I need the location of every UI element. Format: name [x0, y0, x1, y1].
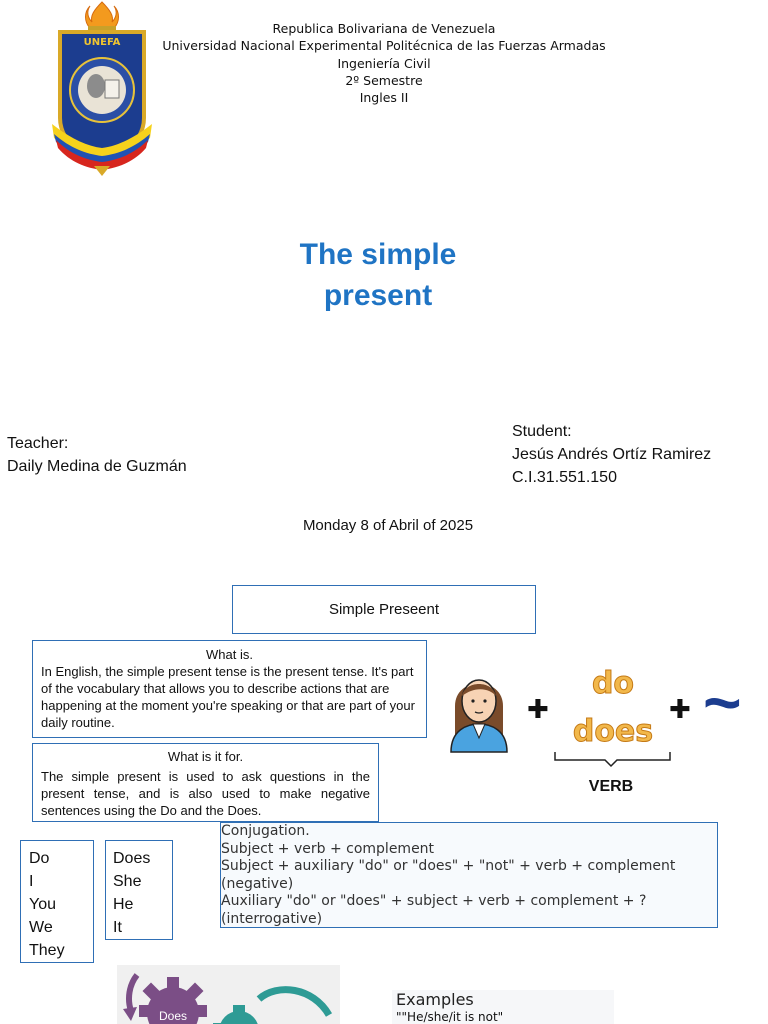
conjugation-negative-label: (negative) — [221, 875, 294, 892]
tilde-icon: ~ — [703, 665, 742, 739]
plus-icon-1: ✚ — [527, 694, 549, 724]
do-list-item: They — [29, 942, 65, 959]
simple-present-box — [232, 585, 536, 634]
title-line-2: present — [323, 279, 433, 312]
header-line-university: Universidad Nacional Experimental Politécnica de las Fuerzas Armadas — [162, 38, 606, 54]
teacher-label: Teacher: — [7, 435, 69, 452]
header-line-country: Republica Bolivariana de Venezuela — [272, 21, 496, 36]
university-logo — [50, 0, 154, 176]
does-pronouns-box — [105, 840, 173, 940]
examples-box — [392, 990, 614, 1024]
what-is-title: What is. — [206, 647, 253, 662]
conjugation-box — [220, 822, 718, 928]
do-word: do — [591, 666, 635, 701]
does-list-item: Does — [113, 850, 151, 867]
what-for-box — [32, 743, 379, 822]
what-is-box — [32, 640, 427, 738]
woman-icon — [451, 680, 507, 752]
do-list-item: Do — [29, 850, 50, 867]
plus-icon-2: ✚ — [669, 694, 691, 724]
does-word: does — [572, 714, 654, 749]
student-label: Student: — [512, 423, 572, 440]
header-line-semester: 2º Semestre — [345, 72, 423, 88]
do-pronouns-box — [20, 840, 94, 963]
verb-label: VERB — [588, 778, 634, 795]
student-name: Jesús Andrés Ortíz Ramirez — [512, 446, 712, 463]
gear-does-label: Does — [158, 1009, 187, 1023]
what-for-title: What is it for. — [167, 749, 244, 764]
conjugation-title: Conjugation. — [221, 823, 310, 839]
verb-brace — [555, 752, 670, 766]
does-list-item: It — [113, 919, 122, 936]
do-list-item: We — [29, 919, 53, 936]
institution-header — [150, 20, 618, 106]
examples-first-line: ""He/she/it is not" — [396, 1010, 504, 1024]
conjugation-interrogative-label: (interrogative) — [221, 910, 323, 927]
logo-text: UNEFA — [83, 37, 121, 48]
do-list-item: I — [29, 873, 34, 890]
student-block — [512, 420, 762, 489]
formula-graphic — [445, 656, 768, 806]
teacher-name: Daily Medina de Guzmán — [7, 458, 187, 475]
student-id: C.I.31.551.150 — [512, 469, 617, 486]
conjugation-interrogative: Auxiliary "do" or "does" + subject + verb + complement + ? — [221, 893, 647, 909]
teal-gear-icon — [213, 1005, 259, 1024]
what-for-text: The simple present is used to ask questions in the present tense, and is also used to make negative sentences using the Do and the Does. — [41, 769, 370, 818]
do-list-item: You — [29, 896, 56, 913]
teacher-block — [7, 432, 267, 478]
gears-graphic — [117, 965, 340, 1024]
does-list-item: She — [113, 873, 142, 890]
what-is-text: In English, the simple present tense is the present tense. It's part of the vocabulary that allows you to describe actions that are happening at the moment you're speaking or that are part of your daily routine. — [41, 664, 415, 730]
header-line-course: Ingles II — [359, 90, 409, 106]
examples-title: Examples — [396, 990, 474, 1009]
header-line-career: Ingeniería Civil — [337, 55, 431, 71]
conjugation-affirmative: Subject + verb + complement — [221, 840, 435, 857]
document-date: Monday 8 of Abril of 2025 — [302, 517, 474, 534]
document-title — [230, 234, 526, 316]
conjugation-negative: Subject + auxiliary "do" or "does" + "not" + verb + complement — [221, 858, 676, 874]
title-line-1: The simple — [299, 238, 457, 271]
does-list-item: He — [113, 896, 134, 913]
simple-present-label: Simple Preseent — [328, 601, 440, 618]
